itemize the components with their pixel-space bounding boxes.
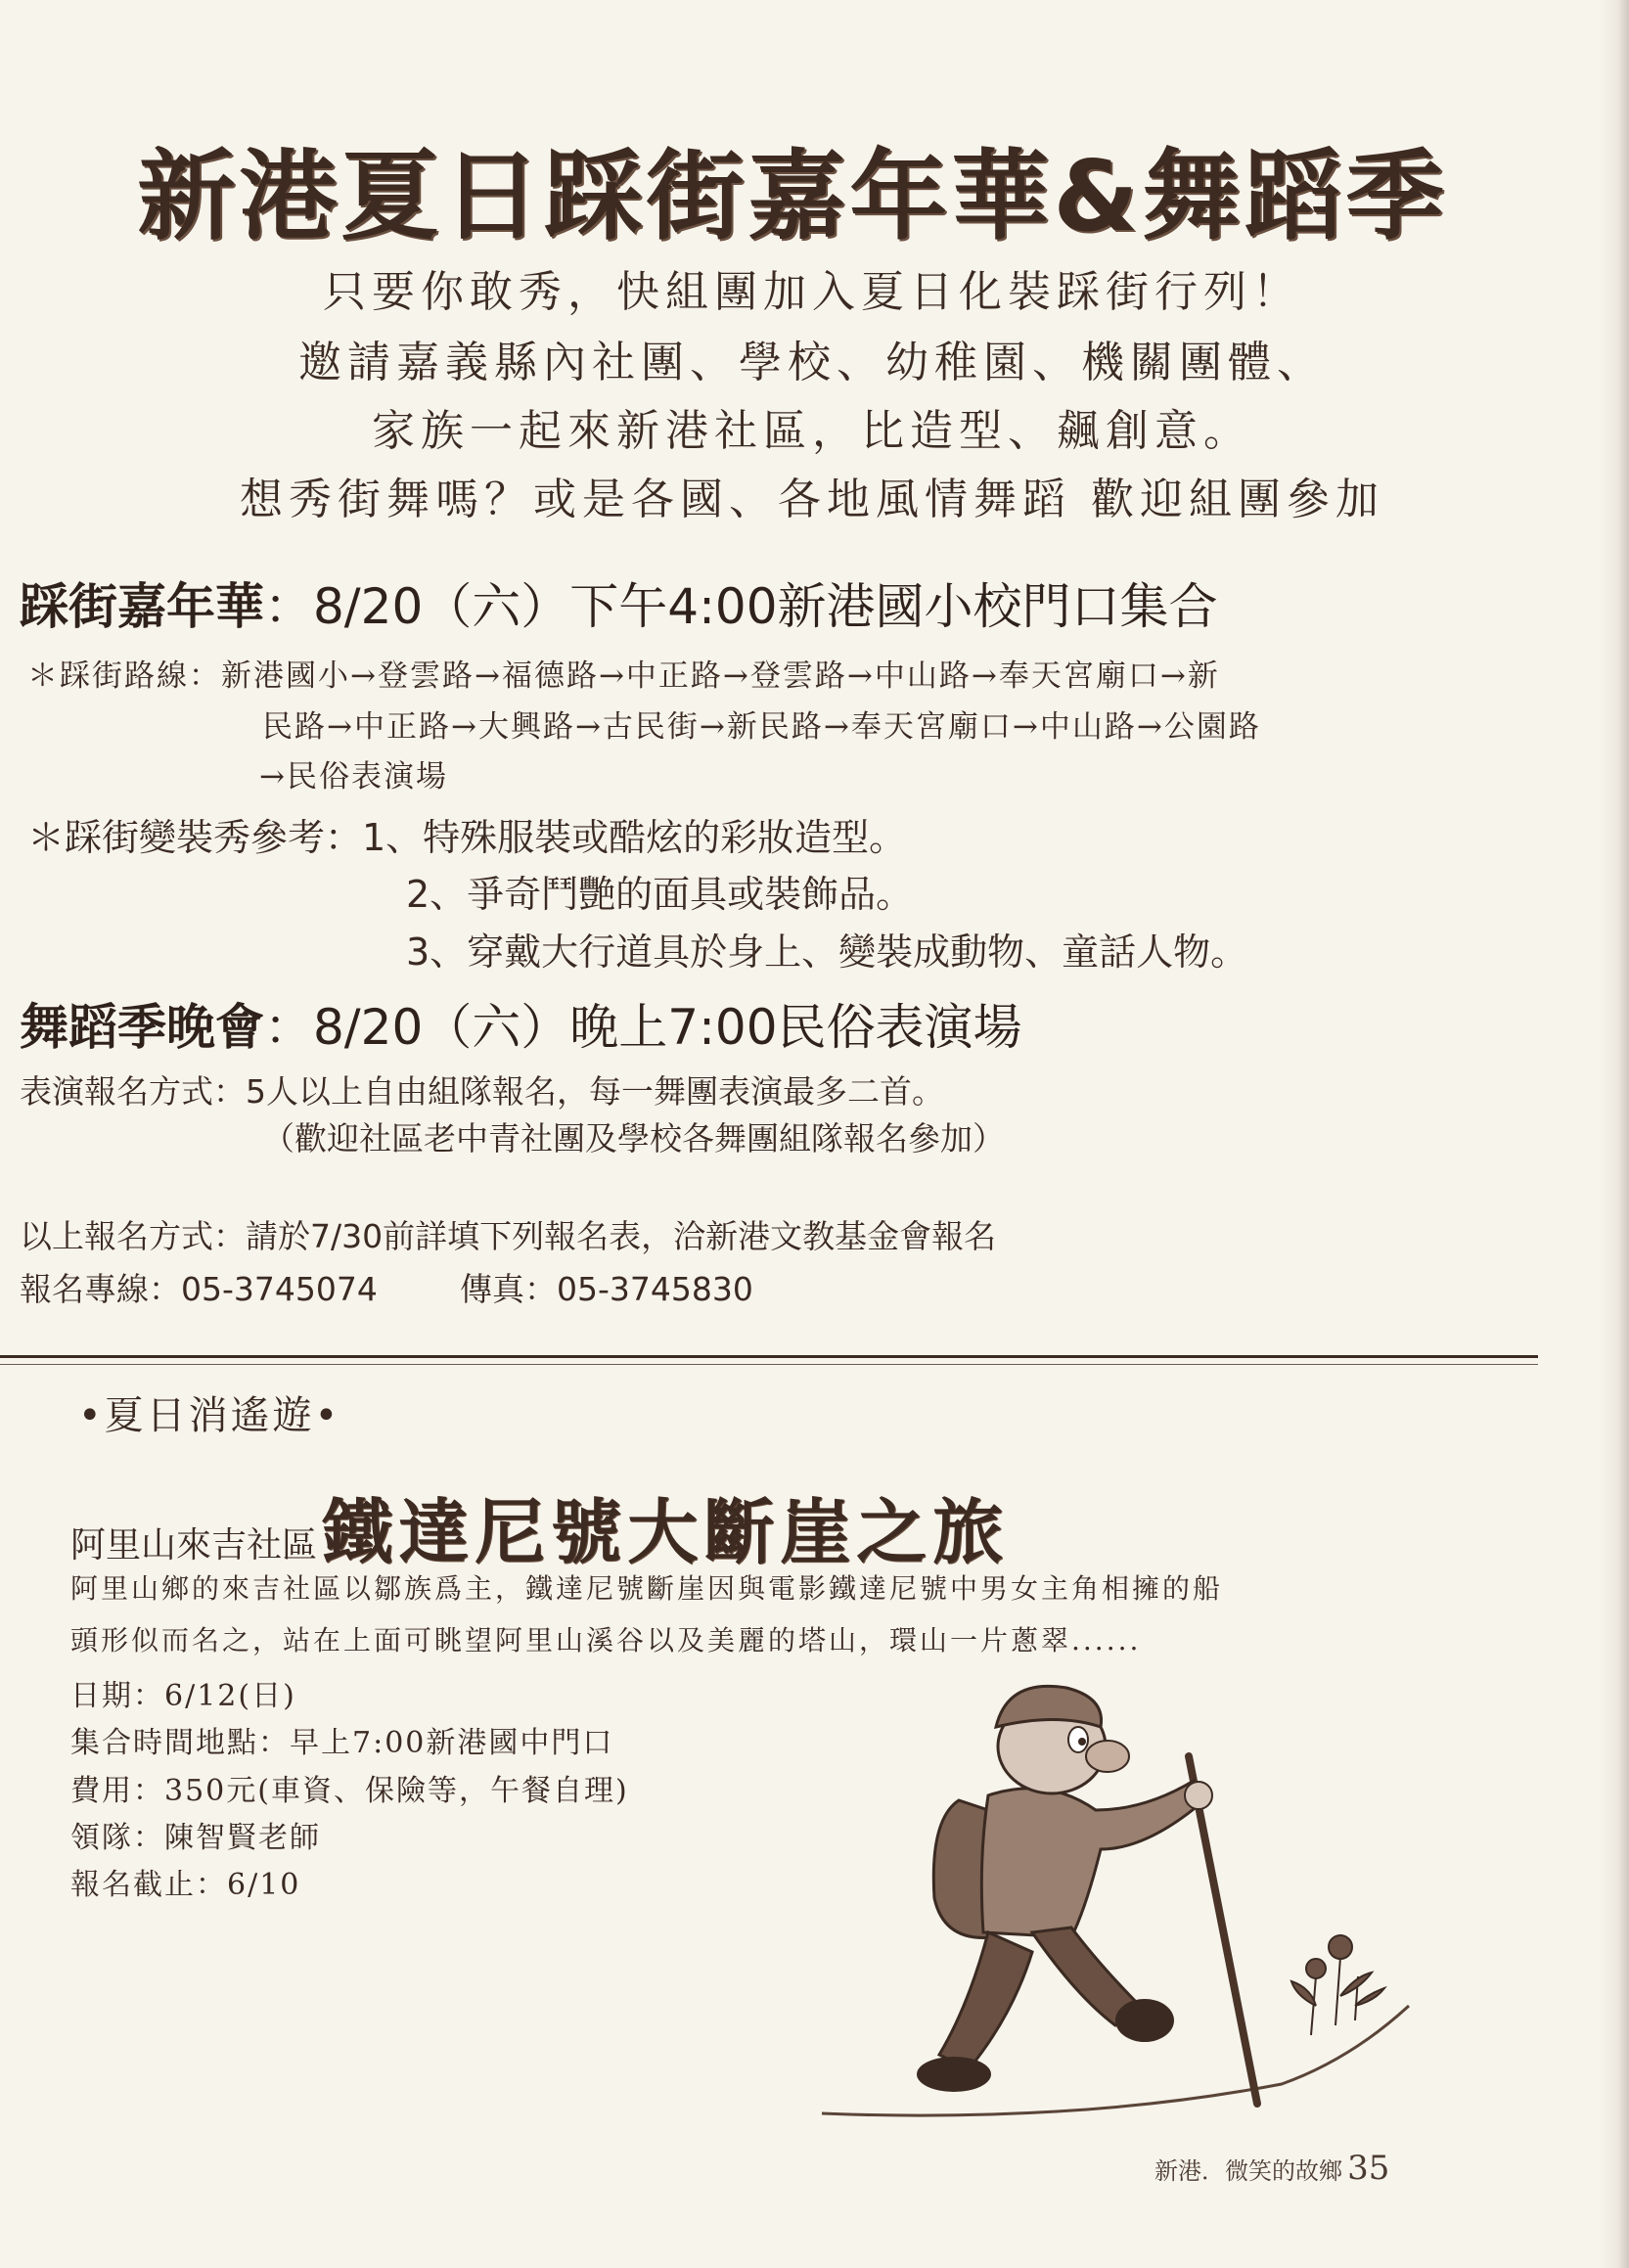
parade-heading: [20, 567, 1218, 638]
page-edge-shadow: [1600, 0, 1629, 2268]
trip-meeting: 集合時間地點：早上7:00新港國中門口: [70, 1726, 614, 1760]
trip-heading: [70, 1475, 1009, 1577]
intro-line-1: 只要你敢秀，快組團加入夏日化裝踩街行列！: [323, 267, 1301, 317]
trip-fee: 費用：350元(車資、保險等，午餐自理): [70, 1774, 629, 1808]
trip-desc-line-2: 頭形似而名之，站在上面可眺望阿里山溪谷以及美麗的塔山，環山一片蔥翠......: [70, 1624, 1142, 1656]
costume-line-1: ＊踩街變裝秀參考：1、特殊服裝或酷炫的彩妝造型。: [27, 816, 907, 859]
page-footer: [1154, 2149, 1389, 2188]
registration-line: 以上報名方式：請於7/30前詳填下列報名表，洽新港文教基金會報名: [20, 1217, 997, 1255]
parade-label: 踩街嘉年華: [20, 578, 264, 635]
trip-deadline: 報名截止：6/10: [70, 1868, 301, 1902]
route-line-3: →民俗表演場: [259, 759, 448, 794]
intro-line-4: 想秀街舞嗎？或是各國、各地風情舞蹈 歡迎組團參加: [240, 475, 1384, 524]
hiker-illustration: [822, 1683, 1448, 2143]
costume-line-2: 2、爭奇鬥艷的面具或裝飾品。: [406, 873, 914, 916]
intro-line-3: 家族一起來新港社區，比造型、飆創意。: [372, 406, 1252, 456]
parade-detail: ：8/20（六）下午4:00新港國小校門口集合: [264, 578, 1218, 635]
dance-heading: [20, 988, 1022, 1059]
trip-section-label: •夏日消遙遊•: [78, 1393, 341, 1438]
registration-fax: 傳真：05-3745830: [460, 1270, 753, 1308]
route-line-2: 民路→中正路→大興路→古民街→新民路→奉天宮廟口→中山路→公園路: [262, 709, 1261, 745]
intro-line-2: 邀請嘉義縣內社團、學校、幼稚園、機關團體、: [298, 338, 1326, 387]
trip-date: 日期：6/12(日): [70, 1679, 296, 1713]
trip-leader: 領隊：陳智賢老師: [70, 1821, 321, 1855]
dance-signup-note: （歡迎社區老中青社團及學校各舞團組隊報名參加）: [262, 1119, 1005, 1157]
section-divider-thin: [0, 1364, 1538, 1365]
page-title: 新港夏日踩街嘉年華&舞蹈季: [137, 139, 1448, 253]
costume-line-3: 3、穿戴大行道具於身上、變裝成動物、童話人物。: [406, 930, 1248, 974]
section-divider: [0, 1355, 1538, 1358]
route-line-1: ＊踩街路線：新港國小→登雲路→福德路→中正路→登雲路→中山路→奉天宮廟口→新: [27, 658, 1220, 694]
dance-signup-line: 表演報名方式：5人以上自由組隊報名，每一舞團表演最多二首。: [20, 1072, 944, 1111]
page-number: 35: [1347, 2149, 1390, 2188]
registration-hotline: 報名專線：05-3745074: [20, 1270, 378, 1308]
trip-desc-line-1: 阿里山鄉的來吉社區以鄒族爲主，鐵達尼號斷崖因與電影鐵達尼號中男女主角相擁的船: [70, 1572, 1224, 1605]
footer-caption: 新港．微笑的故鄉: [1154, 2157, 1342, 2185]
trip-title: 鐵達尼號大斷崖之旅: [322, 1491, 1010, 1573]
trip-prefix: 阿里山來吉社區: [70, 1525, 318, 1565]
dance-detail: ：8/20（六）晚上7:00民俗表演場: [264, 999, 1022, 1056]
dance-label: 舞蹈季晚會: [20, 999, 264, 1056]
